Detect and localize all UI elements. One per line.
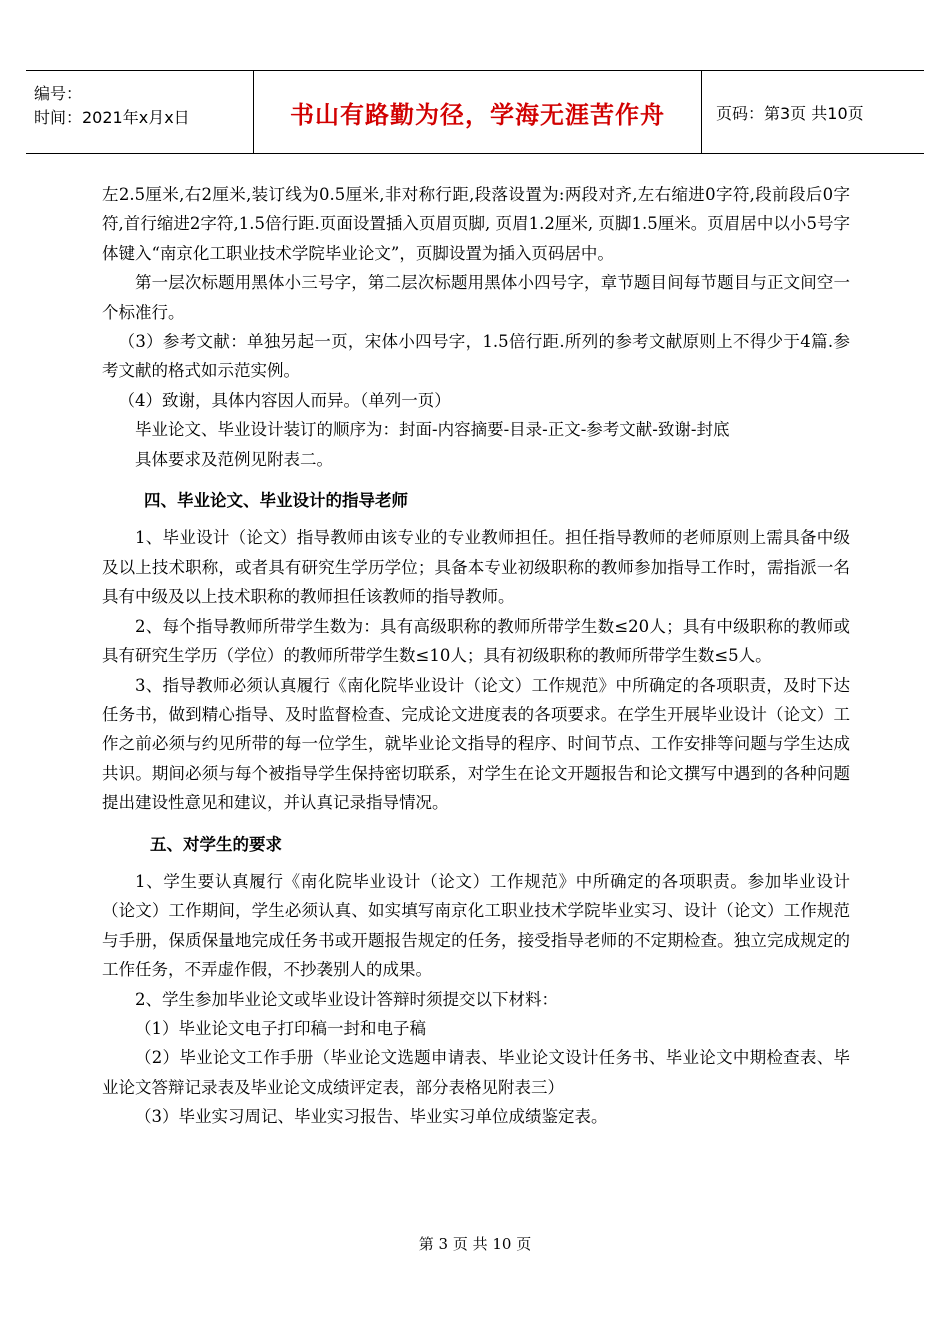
page-footer	[0, 1233, 950, 1254]
footer-page-number: 第 3 页 共 10 页	[418, 1235, 532, 1253]
document-body	[102, 180, 850, 1132]
header-meta-cell	[26, 71, 254, 153]
paragraph: 2、每个指导教师所带学生数为：具有高级职称的教师所带学生数≤20人；具有中级职称的教师或具有研究生学历（学位）的教师所带学生数≤10人；具有初级职称的教师所带学生数≤5人。	[102, 616, 850, 666]
paragraph: （4）致谢，具体内容因人而异。（单列一页）	[118, 390, 451, 410]
paragraph: 具体要求及范例见附表二。	[135, 449, 333, 469]
motto-text: 书山有路勤为径，学海无涯苦作舟	[290, 100, 665, 129]
paragraph: 2、学生参加毕业论文或毕业设计答辩时须提交以下材料：	[135, 989, 558, 1009]
section-heading: 五、对学生的要求	[150, 834, 282, 854]
paragraph: 1、学生要认真履行《南化院毕业设计（论文）工作规范》中所确定的各项职责。参加毕业设计（论文）工作期间，学生必须认真、如实填写南京化工职业技术学院毕业实习、设计（论文）工作规范与手册，保质保量地完成任务书或开题报告规定的任务，接受指导老师的不定期检查。独立完成规定的工作任务，不弄虚作假，不抄袭别人的成果。	[102, 871, 850, 980]
paragraph: 第一层次标题用黑体小三号字，第二层次标题用黑体小四号字，章节题目间每节题目与正文间空一个标准行。	[102, 273, 850, 322]
paragraph: 毕业论文、毕业设计装订的顺序为：封面-内容摘要-目录-正文-参考文献-致谢-封底	[135, 420, 730, 440]
paragraph: 左2.5厘米,右2厘米,装订线为0.5厘米,非对称行距,段落设置为:两段对齐,左右缩进0字符,段前段后0字符,首行缩进2字符,1.5倍行距.页面设置插入页眉页脚, 页眉1.2厘米, 页脚1.5厘米。页眉居中以小5号字体键入“南京化工职业技术学院毕业论文”，页脚设置为插入页码居中。	[102, 185, 850, 263]
header-motto-cell	[254, 71, 702, 153]
paragraph: （1）毕业论文电子打印稿一封和电子稿	[135, 1018, 426, 1038]
paragraph: 1、毕业设计（论文）指导教师由该专业的专业教师担任。担任指导教师的老师原则上需具备中级及以上技术职称，或者具有研究生学历学位；具备本专业初级职称的教师参加指导工作时，需指派一名具有中级及以上技术职称的教师担任该教师的指导教师。	[102, 528, 850, 607]
header-page-number: 页码：第3页 共10页	[716, 103, 864, 123]
document-time-label: 时间：2021年x月x日	[34, 108, 190, 127]
document-number-label: 编号：	[34, 84, 83, 103]
header-page-cell	[702, 71, 924, 153]
document-header	[26, 70, 924, 154]
paragraph: （3）参考文献：单独另起一页，宋体小四号字，1.5倍行距.所列的参考文献原则上不得少于4篇.参考文献的格式如示范实例。	[102, 332, 850, 381]
paragraph: 3、指导教师必须认真履行《南化院毕业设计（论文）工作规范》中所确定的各项职责，及时下达任务书，做到精心指导、及时监督检查、完成论文进度表的各项要求。在学生开展毕业设计（论文）工作之前必须与约见所带的每一位学生，就毕业论文指导的程序、时间节点、工作安排等问题与学生达成共识。期间必须与每个被指导学生保持密切联系，对学生在论文开题报告和论文撰写中遇到的各种问题提出建设性意见和建议，并认真记录指导情况。	[102, 675, 850, 813]
section-heading: 四、毕业论文、毕业设计的指导老师	[144, 491, 408, 511]
paragraph: （2）毕业论文工作手册（毕业论文选题申请表、毕业论文设计任务书、毕业论文中期检查表、毕业论文答辩记录表及毕业论文成绩评定表，部分表格见附表三）	[102, 1048, 850, 1097]
paragraph: （3）毕业实习周记、毕业实习报告、毕业实习单位成绩鉴定表。	[135, 1107, 608, 1127]
